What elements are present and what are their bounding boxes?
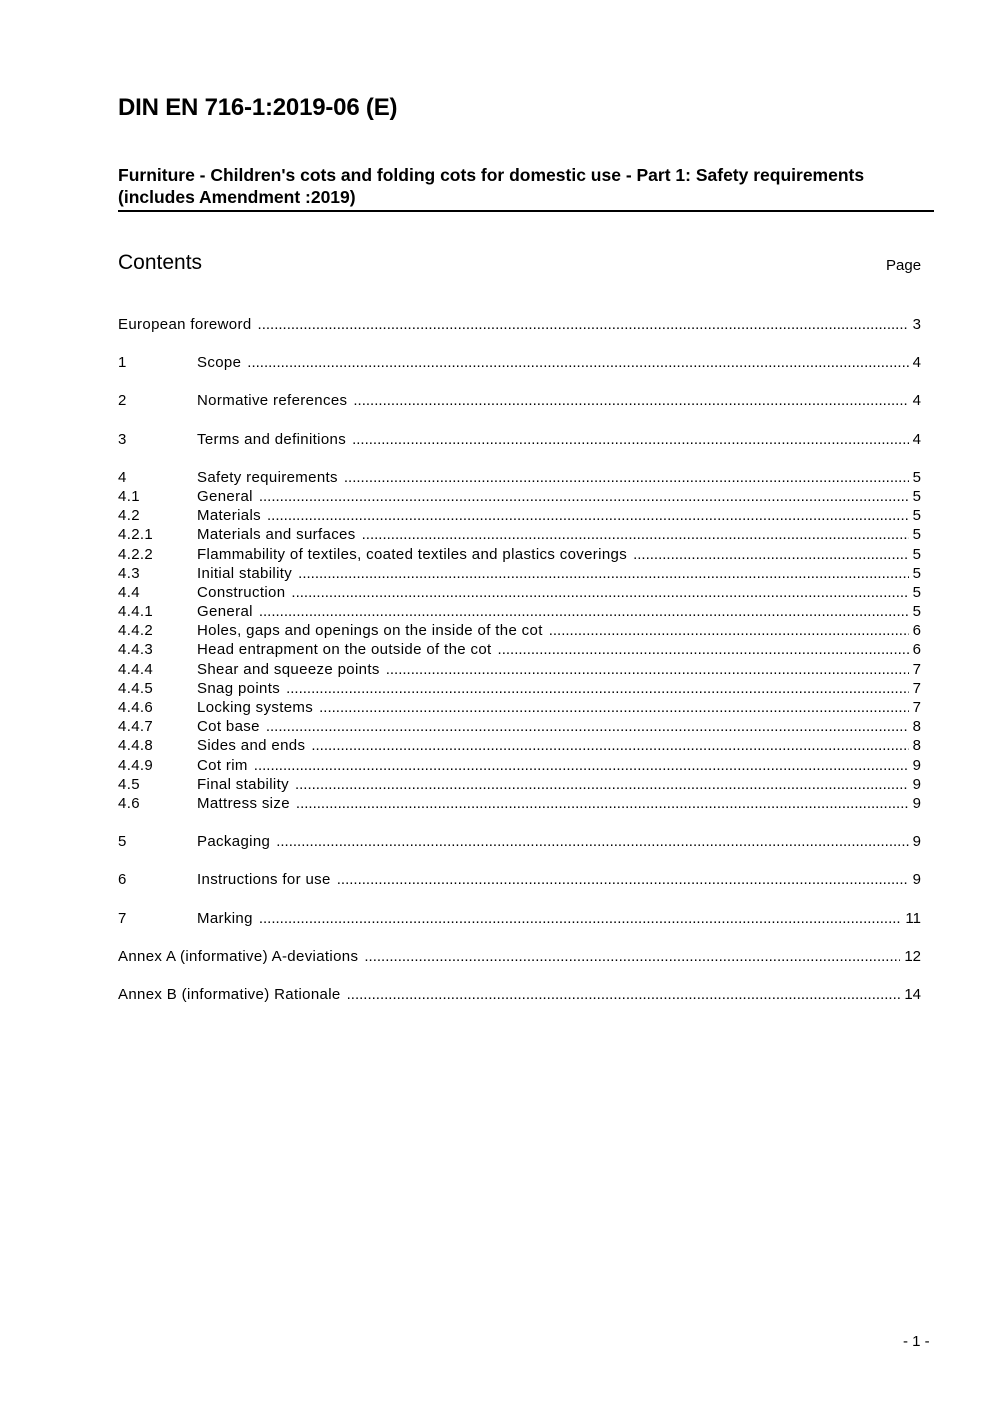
toc-entry-number: 4 [118, 468, 127, 486]
toc-entry-number: 4.1 [118, 487, 140, 505]
toc-dot-leader [291, 583, 908, 602]
toc-entry-number: 4.4.3 [118, 641, 154, 659]
title-underline [118, 210, 934, 212]
toc-entry-page: 12 [904, 947, 921, 965]
toc-entry-4-4-7[interactable] [118, 717, 921, 736]
toc-dot-leader [352, 430, 909, 449]
toc-dot-leader [311, 736, 908, 755]
table-of-contents [118, 315, 921, 1004]
toc-dot-leader [295, 775, 909, 794]
toc-dot-leader [319, 698, 909, 717]
toc-entry-title: Normative references [197, 392, 348, 410]
toc-entry-number: 4.5 [118, 775, 140, 793]
toc-entry-4-4-4[interactable] [118, 660, 921, 679]
toc-entry-number: 4.2.2 [118, 545, 154, 563]
toc-entry-number: 5 [118, 833, 127, 851]
toc-entry-4-4-2[interactable] [118, 621, 921, 640]
toc-dot-leader [633, 545, 909, 564]
toc-entry-number: 4.4.6 [118, 699, 154, 716]
toc-entry-title: Cot base [197, 718, 260, 736]
toc-entry-4-3[interactable] [118, 564, 921, 583]
toc-entry-annex-b[interactable] [118, 985, 921, 1004]
toc-entry-page: 5 [912, 583, 921, 601]
toc-entry-title: Marking [197, 909, 253, 927]
toc-entry-page: 7 [912, 679, 921, 697]
toc-entry-page: 8 [912, 718, 921, 736]
toc-entry-4-1[interactable] [118, 487, 921, 506]
toc-entry-page: 9 [912, 871, 921, 889]
toc-entry-number: 6 [118, 871, 127, 889]
toc-entry-7[interactable] [118, 909, 921, 928]
toc-entry-title: Materials [197, 507, 261, 525]
toc-entry-number: 4.3 [118, 564, 140, 582]
toc-entry-page: 9 [912, 775, 921, 793]
toc-dot-leader [353, 391, 908, 410]
toc-entry-title: Packaging [197, 833, 271, 851]
toc-entry-number: 7 [118, 909, 127, 927]
toc-entry-title: Scope [197, 354, 242, 372]
toc-entry-number: 4.4.2 [118, 622, 154, 640]
toc-entry-title: General [197, 487, 253, 505]
toc-entry-title: Flammability of textiles, coated textiles and plastics coverings [197, 545, 628, 563]
toc-entry-1[interactable] [118, 353, 921, 372]
toc-dot-leader [286, 679, 909, 698]
toc-entry-page: 9 [912, 833, 921, 851]
footer-page-number: - 1 - [903, 1333, 930, 1350]
toc-entry-page: 5 [912, 603, 921, 621]
toc-entry-number: 2 [118, 392, 127, 410]
toc-entry-title: Safety requirements [197, 468, 338, 486]
toc-dot-leader [259, 487, 909, 506]
toc-entry-page: 7 [912, 699, 921, 716]
toc-entry-page: 8 [912, 737, 921, 755]
toc-entry-6[interactable] [118, 870, 921, 889]
toc-entry-4-4-8[interactable] [118, 736, 921, 755]
toc-entry-page: 11 [905, 909, 921, 927]
toc-dot-leader [258, 315, 909, 334]
toc-dot-leader [386, 660, 909, 679]
toc-entry-page: 9 [912, 756, 921, 774]
page-column-heading: Page [886, 257, 922, 274]
toc-entry-number: 3 [118, 430, 127, 448]
toc-entry-title: Sides and ends [197, 737, 306, 755]
toc-entry-page: 5 [912, 526, 921, 544]
toc-entry-title: General [197, 603, 253, 621]
toc-entry-4-2-1[interactable] [118, 525, 921, 544]
toc-entry-title: Holes, gaps and openings on the inside of the cot [197, 622, 543, 640]
toc-dot-leader [296, 794, 909, 813]
toc-entry-4-2-2[interactable] [118, 545, 921, 564]
toc-dot-leader [498, 640, 909, 659]
toc-dot-leader [276, 832, 908, 851]
toc-entry-number: 4.4.7 [118, 718, 154, 736]
toc-entry-number: 4.4.9 [118, 756, 154, 774]
toc-entry-title: Snag points [197, 679, 281, 697]
toc-dot-leader [362, 525, 909, 544]
toc-entry-page: 5 [912, 468, 921, 486]
document-id: DIN EN 716-1:2019-06 (E) [118, 94, 398, 121]
toc-entry-page: 5 [912, 545, 921, 563]
toc-entry-page: 5 [912, 487, 921, 505]
toc-entry-4-4-3[interactable] [118, 640, 921, 659]
toc-entry-number: 4.4 [118, 583, 140, 601]
toc-dot-leader [298, 564, 909, 583]
toc-entry-number: 1 [118, 354, 127, 372]
toc-entry-page: 5 [912, 564, 921, 582]
toc-dot-leader [259, 909, 902, 928]
document-title: Furniture - Children's cots and folding cots for domestic use - Part 1: Safety requirements (includes Amendment :2019) [118, 165, 865, 207]
toc-entry-number: 4.4.5 [118, 679, 154, 697]
toc-entry-number: 4.4.4 [118, 660, 154, 678]
toc-dot-leader [549, 621, 909, 640]
toc-dot-leader [247, 353, 908, 372]
toc-entry-title: Instructions for use [197, 871, 331, 889]
toc-entry-4-2[interactable] [118, 506, 921, 525]
toc-entry-4-4-5[interactable] [118, 679, 921, 698]
toc-entry-title: Final stability [197, 775, 289, 793]
toc-entry-page: 6 [912, 622, 921, 640]
toc-entry-title: Mattress size [197, 794, 290, 812]
toc-entry-page: 3 [912, 316, 921, 333]
toc-dot-leader [259, 602, 909, 621]
toc-entry-page: 7 [912, 660, 921, 678]
contents-heading: Contents [118, 251, 203, 274]
toc-dot-leader [267, 506, 909, 525]
toc-entry-4-5[interactable] [118, 775, 921, 794]
toc-entry-european-foreword[interactable] [118, 315, 921, 334]
toc-entry-number: 4.4.1 [118, 603, 154, 621]
toc-entry-4-4[interactable] [118, 583, 921, 602]
toc-dot-leader [254, 756, 909, 775]
toc-entry-5[interactable] [118, 832, 921, 851]
toc-entry-title: Initial stability [197, 564, 293, 582]
toc-dot-leader [266, 717, 909, 736]
toc-entry-title: Locking systems [197, 699, 314, 716]
toc-entry-title: Head entrapment on the outside of the cot [197, 641, 492, 659]
toc-entry-4[interactable] [118, 468, 921, 487]
toc-entry-number: 4.2 [118, 507, 140, 525]
toc-entry-4-4-9[interactable] [118, 756, 921, 775]
toc-entry-4-4-1[interactable] [118, 602, 921, 621]
toc-entry-number: 4.2.1 [118, 526, 154, 544]
toc-entry-title: Terms and definitions [197, 430, 347, 448]
toc-entry-number: 4.4.8 [118, 737, 154, 755]
toc-entry-number: 4.6 [118, 794, 140, 812]
toc-entry-title: Construction [197, 583, 286, 601]
toc-entry-4-6[interactable] [118, 794, 921, 813]
toc-entry-page: 4 [912, 354, 921, 372]
toc-dot-leader [344, 468, 909, 487]
toc-entry-4-4-6[interactable] [118, 698, 921, 717]
toc-dot-leader [337, 870, 909, 889]
toc-dot-leader [347, 985, 901, 1004]
toc-entry-3[interactable] [118, 430, 921, 449]
toc-entry-title: European foreword [118, 316, 252, 333]
toc-entry-page: 4 [912, 430, 921, 448]
toc-entry-2[interactable] [118, 391, 921, 410]
toc-entry-title: Materials and surfaces [197, 526, 356, 544]
toc-entry-title: Annex B (informative) Rationale [118, 985, 341, 1003]
toc-entry-annex-a[interactable] [118, 947, 921, 966]
toc-entry-page: 9 [912, 794, 921, 812]
toc-entry-page: 5 [912, 507, 921, 525]
toc-entry-page: 14 [904, 985, 921, 1003]
toc-entry-title: Cot rim [197, 756, 248, 774]
toc-entry-page: 6 [912, 641, 921, 659]
toc-entry-title: Annex A (informative) A-deviations [118, 947, 359, 965]
toc-entry-title: Shear and squeeze points [197, 660, 380, 678]
toc-entry-page: 4 [912, 392, 921, 410]
toc-dot-leader [364, 947, 900, 966]
